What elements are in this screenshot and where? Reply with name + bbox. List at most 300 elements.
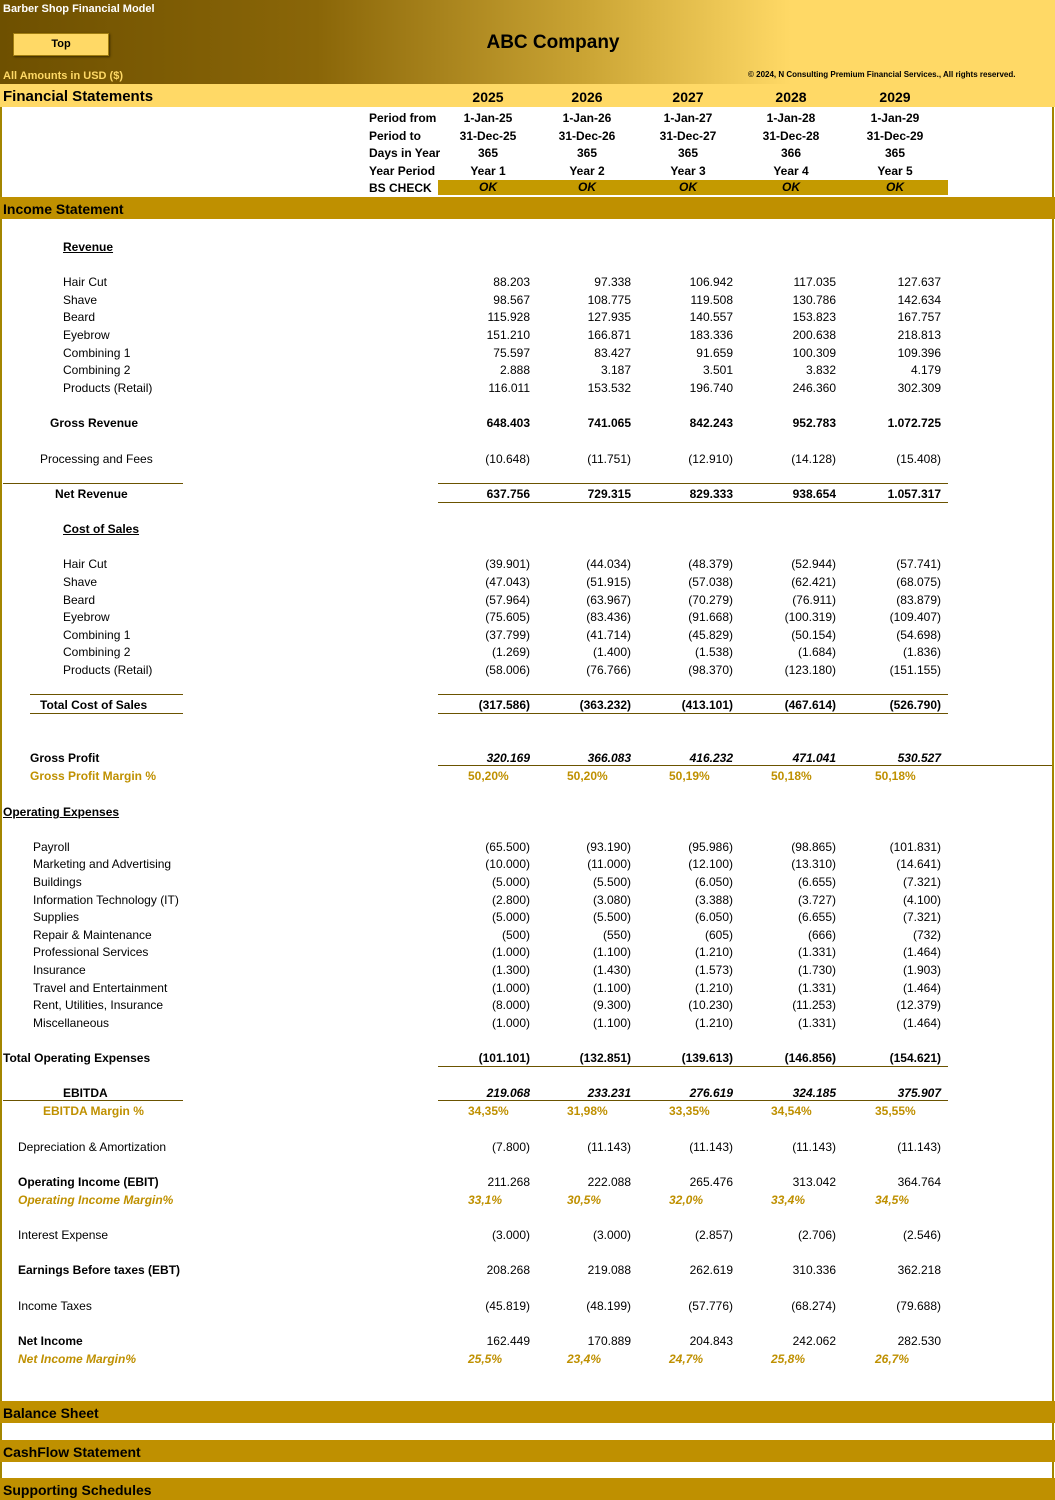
row-value: (45.819) (485, 1299, 530, 1313)
row-value: 183.336 (689, 328, 733, 342)
row-label: Gross Revenue (50, 416, 139, 430)
year-header: 2029 (879, 89, 911, 105)
row-value: (3.727) (797, 893, 836, 907)
row-value: (413.101) (681, 698, 733, 712)
row-value: (50.154) (791, 628, 836, 642)
row-label: Total Cost of Sales (40, 698, 148, 712)
row-value: (62.421) (791, 575, 836, 589)
row-value: 204.843 (689, 1334, 733, 1348)
row-value: 31,98% (567, 1104, 608, 1118)
period-to-value: 31-Dec-26 (558, 129, 616, 143)
row-value: 246.360 (792, 381, 836, 395)
period-to-value: 31-Dec-28 (762, 129, 820, 143)
row-value: (58.006) (485, 663, 530, 677)
row-value: (467.614) (784, 698, 836, 712)
row-value: 26,7% (875, 1352, 910, 1366)
row-value: 219.088 (587, 1263, 631, 1277)
row-value: 119.508 (690, 293, 733, 307)
row-value: (48.379) (688, 557, 733, 571)
year-period-value: Year 2 (569, 164, 605, 178)
days-value: 366 (780, 146, 802, 160)
row-value: 35,55% (875, 1104, 916, 1118)
row-value: (5.000) (491, 875, 530, 889)
row-value: 24,7% (669, 1352, 704, 1366)
currency-note: All Amounts in USD ($) (3, 70, 123, 82)
row-value: (14.128) (791, 452, 836, 466)
row-value: 471.041 (792, 751, 836, 765)
row-label: Marketing and Advertising (33, 857, 172, 871)
row-value: 1.072.725 (887, 416, 941, 430)
row-value: (1.464) (902, 945, 941, 959)
row-label: Combining 1 (63, 346, 131, 360)
row-value: 282.530 (897, 1334, 941, 1348)
row-label: Gross Profit Margin % (30, 769, 157, 783)
row-value: (83.879) (896, 593, 941, 607)
row-value: (11.143) (689, 1140, 733, 1154)
row-value: 50,19% (669, 769, 710, 783)
row-value: 364.764 (897, 1175, 941, 1189)
row-label: Payroll (33, 840, 70, 854)
row-value: 167.757 (897, 310, 941, 324)
row-value: (2.857) (694, 1228, 733, 1242)
row-value: 50,18% (875, 769, 916, 783)
row-value: (1.730) (797, 963, 836, 977)
net-revenue-divider (3, 483, 183, 484)
row-label: Combining 2 (63, 363, 131, 377)
row-value: 34,54% (771, 1104, 812, 1118)
row-value: (1.100) (592, 981, 631, 995)
row-value: (57.741) (896, 557, 941, 571)
period-from-value: 1-Jan-26 (562, 111, 612, 125)
row-value: 262.619 (689, 1263, 733, 1277)
row-value: (363.232) (579, 698, 631, 712)
balance-sheet-title[interactable]: Balance Sheet (3, 1405, 99, 1421)
row-value: 50,18% (771, 769, 812, 783)
row-value: 265.476 (689, 1175, 733, 1189)
row-value: (732) (912, 928, 941, 942)
copyright-notice: © 2024, N Consulting Premium Financial Services., All rights reserved. (748, 70, 1016, 79)
row-value: (5.500) (592, 910, 631, 924)
row-value: (68.274) (791, 1299, 836, 1313)
row-value: (76.911) (792, 593, 836, 607)
row-label: Shave (63, 575, 98, 589)
row-value: (65.500) (485, 840, 530, 854)
row-value: 91.659 (696, 346, 733, 360)
row-label: Buildings (33, 875, 82, 889)
supporting-schedules-bar[interactable] (0, 1478, 1055, 1500)
row-value: 153.823 (792, 310, 836, 324)
row-value: (11.751) (587, 452, 631, 466)
row-value: (7.321) (902, 875, 941, 889)
row-value: 34,5% (875, 1193, 910, 1207)
company-name: ABC Company (486, 32, 620, 53)
row-label: Travel and Entertainment (33, 981, 168, 995)
year-period-value: Year 3 (670, 164, 706, 178)
bs-check-status: OK (479, 180, 497, 194)
row-label: EBITDA Margin % (43, 1104, 144, 1118)
row-value: 302.309 (897, 381, 941, 395)
row-value: (2.706) (797, 1228, 836, 1242)
row-value: (1.573) (694, 963, 733, 977)
row-value: (11.000) (587, 857, 631, 871)
row-value: (1.464) (902, 1016, 941, 1030)
row-value: (3.080) (592, 893, 631, 907)
days-value: 365 (677, 146, 699, 160)
row-value: (1.210) (694, 945, 733, 959)
row-label: Interest Expense (18, 1228, 109, 1242)
row-value: (5.500) (592, 875, 631, 889)
period-from-label: Period from (369, 111, 437, 125)
row-value: (154.621) (889, 1051, 941, 1065)
period-to-value: 31-Dec-29 (866, 129, 924, 143)
row-value: (39.901) (485, 557, 530, 571)
row-value: (550) (602, 928, 631, 942)
row-value: (98.865) (791, 840, 836, 854)
row-value: (146.856) (784, 1051, 836, 1065)
row-value: (54.698) (896, 628, 941, 642)
row-value: 83.427 (594, 346, 631, 360)
opex-total-underline (438, 1066, 948, 1067)
ebitda-divider (3, 1100, 183, 1101)
days-value: 365 (884, 146, 906, 160)
row-value: 242.062 (792, 1334, 836, 1348)
row-value: (14.641) (896, 857, 941, 871)
row-value: 140.557 (689, 310, 733, 324)
cashflow-statement-bar[interactable] (0, 1440, 1055, 1462)
row-value: 196.740 (689, 381, 733, 395)
row-label: Net Income Margin% (18, 1352, 137, 1366)
row-label: Combining 2 (63, 645, 131, 659)
row-value: (132.851) (579, 1051, 631, 1065)
row-value: 208.268 (486, 1263, 530, 1277)
statements-title: Financial Statements (3, 88, 154, 105)
row-value: 88.203 (493, 275, 530, 289)
row-value: 130.786 (792, 293, 836, 307)
row-value: 34,35% (468, 1104, 509, 1118)
row-label: Rent, Utilities, Insurance (33, 998, 164, 1012)
row-value: (12.100) (688, 857, 733, 871)
row-label: Gross Profit (30, 751, 100, 765)
row-value: (1.836) (902, 645, 941, 659)
row-value: (100.319) (784, 610, 836, 624)
row-label: Operating Expenses (3, 805, 120, 819)
row-value: 142.634 (897, 293, 941, 307)
row-value: 952.783 (792, 416, 836, 430)
row-value: (1.430) (592, 963, 631, 977)
period-to-label: Period to (369, 129, 422, 143)
supporting-schedules-title[interactable]: Supporting Schedules (3, 1482, 152, 1498)
row-value: (1.300) (491, 963, 530, 977)
row-value: 1.057.317 (887, 487, 941, 501)
cost-total-underline (438, 713, 948, 714)
year-period-label: Year Period (369, 164, 436, 178)
row-value: (1.903) (902, 963, 941, 977)
row-value: (1.400) (592, 645, 631, 659)
row-label: Operating Income Margin% (18, 1193, 174, 1207)
row-value: (75.605) (485, 610, 530, 624)
row-value: 200.638 (792, 328, 836, 342)
row-value: (10.000) (485, 857, 530, 871)
row-value: (63.967) (586, 593, 631, 607)
row-label: Earnings Before taxes (EBT) (18, 1263, 181, 1277)
row-label: Income Taxes (18, 1299, 92, 1313)
row-value: 32,0% (669, 1193, 704, 1207)
row-value: (6.655) (797, 875, 836, 889)
row-value: (76.766) (586, 663, 631, 677)
net-revenue-underline (438, 502, 948, 503)
row-value: (1.538) (694, 645, 733, 659)
row-value: 362.218 (897, 1263, 941, 1277)
row-value: (109.407) (889, 610, 941, 624)
bs-check-status: OK (886, 180, 904, 194)
row-value: 320.169 (486, 751, 530, 765)
cashflow-statement-title[interactable]: CashFlow Statement (3, 1444, 141, 1460)
row-value: 3.501 (702, 363, 733, 377)
ebitda-divider (438, 1100, 948, 1101)
row-value: 50,20% (567, 769, 608, 783)
row-value: 108.775 (587, 293, 631, 307)
income-statement-bar[interactable] (0, 197, 1055, 219)
bs-check-label: BS CHECK (369, 181, 432, 195)
row-value: (9.300) (592, 998, 631, 1012)
row-value: (93.190) (586, 840, 631, 854)
row-value: (70.279) (688, 593, 733, 607)
row-value: (3.000) (491, 1228, 530, 1242)
row-value: 313.042 (792, 1175, 836, 1189)
row-value: (15.408) (896, 452, 941, 466)
row-label: Miscellaneous (33, 1016, 110, 1030)
row-label: Eyebrow (63, 610, 110, 624)
row-value: 211.268 (487, 1175, 530, 1189)
row-value: (317.586) (478, 698, 530, 712)
year-period-value: Year 5 (877, 164, 913, 178)
row-value: 25,5% (468, 1352, 503, 1366)
days-in-year-label: Days in Year (369, 146, 441, 160)
row-value: (10.648) (485, 452, 530, 466)
row-value: 222.088 (587, 1175, 631, 1189)
balance-sheet-bar[interactable] (0, 1401, 1055, 1423)
row-value: (91.668) (688, 610, 733, 624)
row-label: Hair Cut (63, 557, 108, 571)
row-value: 33,4% (771, 1193, 806, 1207)
row-label: Operating Income (EBIT) (18, 1175, 159, 1189)
row-value: (666) (807, 928, 836, 942)
row-value: (1.210) (694, 1016, 733, 1030)
row-value: (13.310) (791, 857, 836, 871)
period-to-value: 31-Dec-27 (659, 129, 717, 143)
row-value: (139.613) (681, 1051, 733, 1065)
row-value: (11.143) (897, 1140, 941, 1154)
row-value: (98.370) (688, 663, 733, 677)
row-value: 829.333 (689, 487, 733, 501)
row-value: 842.243 (689, 416, 733, 430)
row-value: 50,20% (468, 769, 509, 783)
row-value: (41.714) (586, 628, 631, 642)
cost-total-divider (438, 694, 948, 695)
row-label: Repair & Maintenance (33, 928, 152, 942)
row-label: Beard (63, 310, 96, 324)
row-value: (57.964) (485, 593, 530, 607)
row-value: 115.928 (487, 310, 530, 324)
row-value: (3.388) (694, 893, 733, 907)
gross-profit-divider (438, 765, 1052, 766)
row-value: 75.597 (493, 346, 530, 360)
row-value: 648.403 (486, 416, 530, 430)
row-value: (500) (501, 928, 530, 942)
period-from-value: 1-Jan-27 (663, 111, 713, 125)
row-value: 23,4% (567, 1352, 602, 1366)
row-value: (1.100) (592, 1016, 631, 1030)
row-label: Professional Services (33, 945, 149, 959)
row-value: (1.464) (902, 981, 941, 995)
cost-total-underline (30, 713, 183, 714)
row-label: Combining 1 (63, 628, 131, 642)
row-value: (11.143) (587, 1140, 631, 1154)
row-value: (1.100) (592, 945, 631, 959)
row-value: 25,8% (771, 1352, 806, 1366)
row-value: (79.688) (896, 1299, 941, 1313)
model-title: Barber Shop Financial Model (3, 3, 155, 15)
row-label: Depreciation & Amortization (18, 1140, 167, 1154)
row-label: Insurance (33, 963, 86, 977)
row-value: (8.000) (491, 998, 530, 1012)
row-value: 153.532 (587, 381, 631, 395)
year-period-value: Year 1 (470, 164, 506, 178)
row-value: (44.034) (586, 557, 631, 571)
row-value: 218.813 (897, 328, 941, 342)
top-button[interactable]: Top (13, 33, 109, 56)
row-value: 741.065 (587, 416, 631, 430)
row-value: 116.011 (488, 381, 530, 395)
row-value: (10.230) (688, 998, 733, 1012)
row-value: 366.083 (587, 751, 631, 765)
year-header: 2026 (571, 89, 603, 105)
year-header: 2025 (472, 89, 504, 105)
row-label: Products (Retail) (63, 381, 153, 395)
row-value: 938.654 (792, 487, 836, 501)
row-value: (605) (704, 928, 733, 942)
row-value: 106.942 (689, 275, 733, 289)
row-value: 3.187 (600, 363, 631, 377)
days-value: 365 (477, 146, 499, 160)
row-value: (1.331) (797, 945, 836, 959)
row-value: 729.315 (587, 487, 631, 501)
row-value: (4.100) (902, 893, 941, 907)
row-value: (12.910) (688, 452, 733, 466)
row-value: (45.829) (688, 628, 733, 642)
row-label: Cost of Sales (63, 522, 140, 536)
row-value: (123.180) (784, 663, 836, 677)
row-value: 33,1% (468, 1193, 503, 1207)
row-value: 100.309 (792, 346, 836, 360)
income-statement-title[interactable]: Income Statement (3, 201, 124, 217)
row-value: (2.546) (902, 1228, 941, 1242)
bs-check-status: OK (679, 180, 697, 194)
row-value: (47.043) (485, 575, 530, 589)
row-value: 117.035 (793, 275, 836, 289)
row-value: (7.800) (491, 1140, 530, 1154)
row-value: 4.179 (910, 363, 941, 377)
year-header: 2027 (672, 89, 704, 105)
row-value: (68.075) (896, 575, 941, 589)
row-value: 219.068 (486, 1086, 530, 1100)
row-value: 637.756 (486, 487, 530, 501)
row-label: Shave (63, 293, 98, 307)
row-label: Total Operating Expenses (3, 1051, 151, 1065)
cost-total-divider (30, 694, 183, 695)
row-label: EBITDA (63, 1086, 108, 1100)
row-value: (52.944) (791, 557, 836, 571)
row-value: (7.321) (902, 910, 941, 924)
row-value: (2.800) (491, 893, 530, 907)
year-header: 2028 (775, 89, 807, 105)
row-label: Hair Cut (63, 275, 108, 289)
row-value: 310.336 (792, 1263, 836, 1277)
year-period-value: Year 4 (773, 164, 809, 178)
row-value: (6.050) (694, 875, 733, 889)
row-value: (1.684) (797, 645, 836, 659)
row-label: Beard (63, 593, 96, 607)
row-value: (526.790) (889, 698, 941, 712)
row-value: (101.831) (889, 840, 941, 854)
bs-check-status: OK (782, 180, 800, 194)
row-value: (6.655) (797, 910, 836, 924)
row-value: 416.232 (689, 751, 733, 765)
row-value: 97.338 (594, 275, 631, 289)
period-from-value: 1-Jan-25 (463, 111, 513, 125)
row-value: (12.379) (896, 998, 941, 1012)
row-label: Supplies (33, 910, 80, 924)
row-value: (57.038) (688, 575, 733, 589)
row-label: Eyebrow (63, 328, 110, 342)
row-value: (37.799) (485, 628, 530, 642)
row-value: 151.210 (486, 328, 530, 342)
row-value: (3.000) (592, 1228, 631, 1242)
row-value: (1.000) (491, 945, 530, 959)
period-from-value: 1-Jan-29 (870, 111, 920, 125)
row-value: (151.155) (889, 663, 941, 677)
row-label: Net Income (18, 1334, 83, 1348)
row-value: (48.199) (586, 1299, 631, 1313)
period-to-value: 31-Dec-25 (459, 129, 517, 143)
row-value: 375.907 (897, 1086, 941, 1100)
row-value: (1.210) (694, 981, 733, 995)
row-value: 162.449 (486, 1334, 530, 1348)
row-value: (1.000) (491, 981, 530, 995)
row-value: (1.000) (491, 1016, 530, 1030)
row-value: (57.776) (688, 1299, 733, 1313)
row-value: 170.889 (587, 1334, 631, 1348)
row-label: Revenue (63, 240, 114, 254)
row-value: (83.436) (586, 610, 631, 624)
row-value: (11.253) (792, 998, 836, 1012)
row-value: 30,5% (567, 1193, 602, 1207)
net-revenue-divider (438, 483, 948, 484)
row-value: 324.185 (792, 1086, 836, 1100)
row-value: 166.871 (587, 328, 631, 342)
row-label: Net Revenue (55, 487, 128, 501)
row-label: Information Technology (IT) (33, 893, 179, 907)
row-value: 109.396 (897, 346, 941, 360)
period-from-value: 1-Jan-28 (766, 111, 816, 125)
row-value: 233.231 (587, 1086, 631, 1100)
row-value: (5.000) (491, 910, 530, 924)
row-value: (1.331) (797, 981, 836, 995)
row-value: 276.619 (689, 1086, 733, 1100)
left-border (0, 107, 2, 1500)
days-value: 365 (576, 146, 598, 160)
row-value: 530.527 (897, 751, 941, 765)
